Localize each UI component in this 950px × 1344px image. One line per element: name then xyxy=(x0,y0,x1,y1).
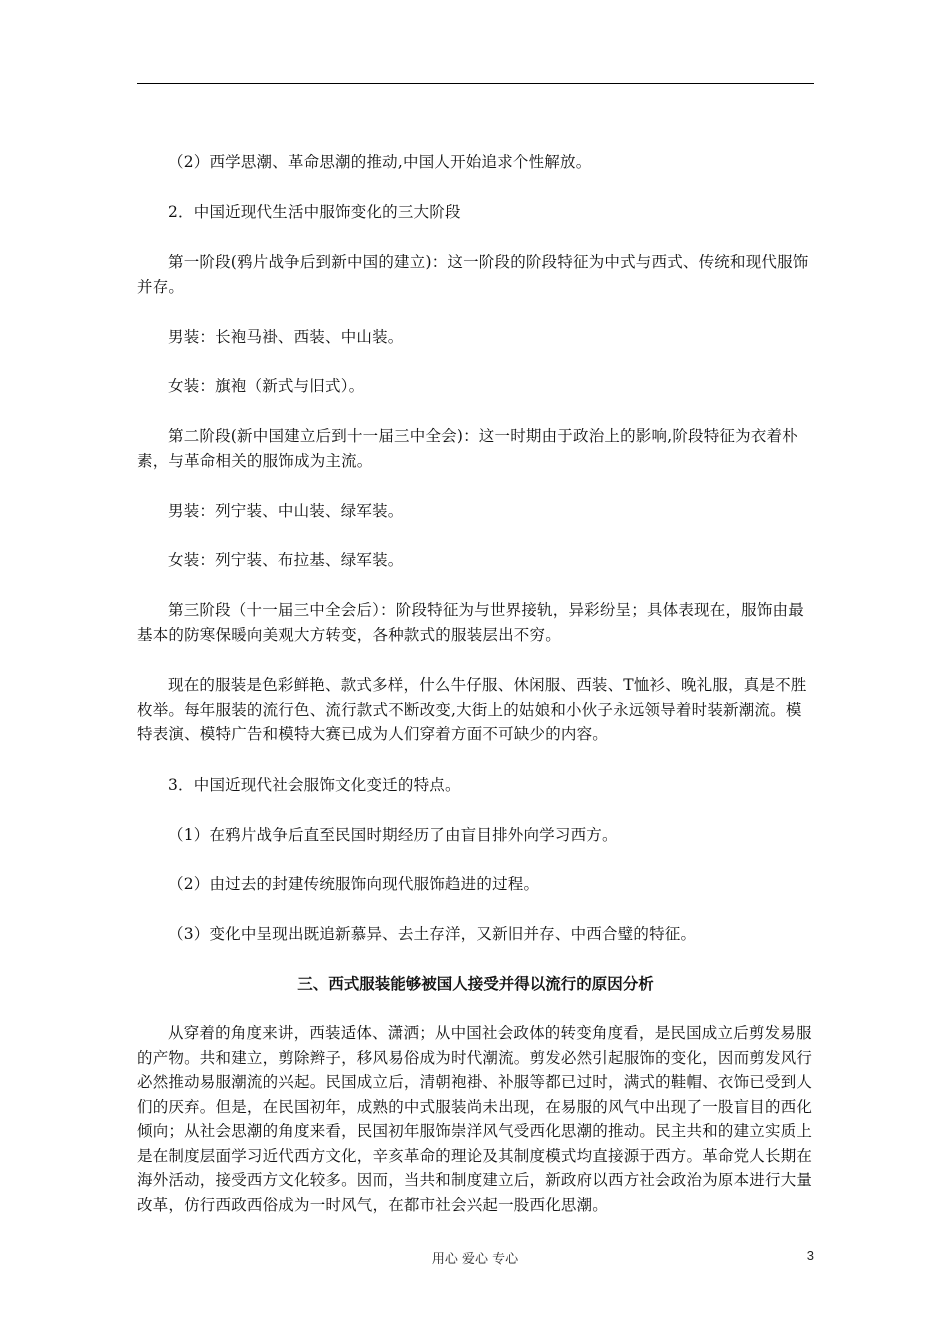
section-heading: 三、西式服装能够被国人接受并得以流行的原因分析 xyxy=(297,975,654,993)
paragraph-stage-one-women: 女装：旗袍（新式与旧式）。 xyxy=(168,377,365,395)
paragraph-feature-3: （3）变化中呈现出既追新慕异、去土存洋，又新旧并存、中西合璧的特征。 xyxy=(168,925,697,943)
paragraph-stage-two-men: 男装：列宁装、中山装、绿军装。 xyxy=(168,502,404,520)
paragraph-three-stages-title: 2．中国近现代生活中服饰变化的三大阶段 xyxy=(168,203,461,221)
paragraph-analysis: 从穿着的角度来讲，西装适体、潇洒；从中国社会政体的转变角度看，是民国成立后剪发易服的产物。共和建立，剪除辫子，移风易俗成为时代潮流。剪发必然引起服饰的变化，因而剪发风行必然推动易服潮流的兴起。民国成立后，清朝袍褂、补服等都已过时，满式的鞋帽、衣饰已受到人们的厌弃。但是，在民国初年，成熟的中式服装尚未出现，在易服的风气中出现了一股盲目的西化倾向；从社会思潮的角度来看，民国初年服饰崇洋风气受西化思潮的推动。民主共和的建立实质上是在制度层面学习近代西方文化，辛亥革命的理论及其制度模式均直接源于西方。革命党人长期在海外活动，接受西方文化较多。因而，当共和制度建立后，新政府以西方社会政治为原本进行大量改革，仿行西政西俗成为一时风气，在都市社会兴起一股西化思潮。 xyxy=(137,1024,813,1214)
page-number: 3 xyxy=(806,1248,814,1263)
paragraph-stage-one-men: 男装：长袍马褂、西装、中山装。 xyxy=(168,328,404,346)
paragraph-stage-two: 第二阶段(新中国建立后到十一届三中全会)：这一时期由于政治上的影响,阶段特征为衣着朴素，与革命相关的服饰成为主流。 xyxy=(137,427,798,470)
paragraph-feature-2: （2）由过去的封建传统服饰向现代服饰趋进的过程。 xyxy=(168,875,540,893)
header-rule xyxy=(137,83,814,84)
paragraph-modern-clothing: 现在的服装是色彩鲜艳、款式多样，什么牛仔服、休闲服、西装、T恤衫、晚礼服，真是不胜枚举。每年服装的流行色、流行款式不断改变,大街上的姑娘和小伙子永远领导着时装新潮流。模特表演、模特广告和模特大赛已成为人们穿着方面不可缺少的内容。 xyxy=(137,676,807,743)
paragraph-features-title: 3．中国近现代社会服饰文化变迁的特点。 xyxy=(168,776,461,794)
paragraph-feature-1: （1）在鸦片战争后直至民国时期经历了由盲目排外向学习西方。 xyxy=(168,826,618,844)
paragraph-individuality: （2）西学思潮、革命思潮的推动,中国人开始追求个性解放。 xyxy=(168,153,592,171)
footer-text: 用心 爱心 专心 xyxy=(431,1252,519,1267)
paragraph-stage-two-women: 女装：列宁装、布拉基、绿军装。 xyxy=(168,551,404,569)
paragraph-stage-three: 第三阶段（十一届三中全会后）：阶段特征为与世界接轨，异彩纷呈；具体表现在，服饰由最基本的防寒保暖向美观大方转变，各种款式的服装层出不穷。 xyxy=(137,601,804,644)
paragraph-stage-one: 第一阶段(鸦片战争后到新中国的建立)：这一阶段的阶段特征为中式与西式、传统和现代服饰并存。 xyxy=(137,253,809,296)
